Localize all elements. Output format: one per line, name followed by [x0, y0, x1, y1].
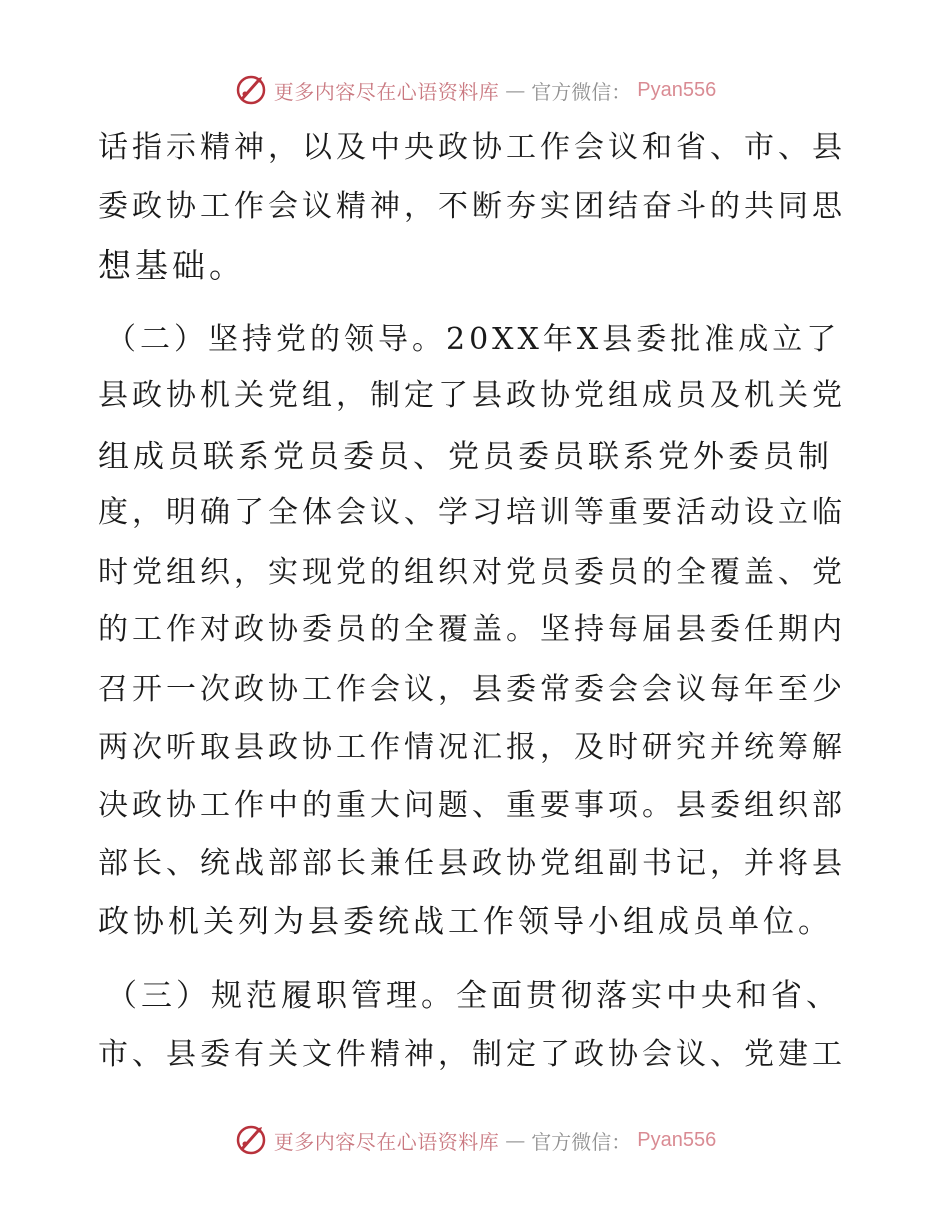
header-separator: — — [505, 78, 526, 102]
footer-main-text: 更多内容尽在心语资料库 — [273, 1129, 500, 1154]
text-line: 政协机关列为县委统战工作领导小组成员单位。 — [98, 904, 833, 940]
footer-sub-text: 官方微信： — [531, 1129, 632, 1154]
text-line: 的工作对政协委员的全覆盖。坚持每届县委任期内 — [98, 612, 846, 647]
text-line: 时党组织，实现党的组织对党员委员的全覆盖、党 — [98, 555, 846, 590]
footer-watermark — [0, 1120, 950, 1160]
logo-icon — [234, 1123, 268, 1157]
text-line: 话指示精神，以及中央政协工作会议和省、市、县 — [98, 130, 846, 165]
header-sub-text: 官方微信： — [531, 79, 632, 104]
text-line: 决政协工作中的重大问题、重要事项。县委组织部 — [98, 788, 846, 823]
text-line: 度，明确了全体会议、学习培训等重要活动设立临 — [98, 495, 846, 530]
logo-icon — [234, 73, 268, 107]
footer-separator: — — [505, 1128, 526, 1152]
text-line: 组成员联系党员委员、党员委员联系党外委员制 — [98, 439, 833, 475]
text-line: 想基础。 — [98, 246, 246, 285]
text-line: 市、县委有关文件精神，制定了政协会议、党建工 — [98, 1037, 846, 1072]
section-heading-line: （二）坚持党的领导。20XX年X县委批准成立了 — [106, 322, 841, 357]
text-line: 两次听取县政协工作情况汇报，及时研究并统筹解 — [98, 730, 846, 765]
header-main-text: 更多内容尽在心语资料库 — [273, 79, 500, 104]
footer-wechat-id: Pyan556 — [637, 1128, 717, 1151]
text-line: 召开一次政协工作会议，县委常委会会议每年至少 — [98, 672, 846, 707]
header-watermark — [0, 70, 950, 110]
section-heading-line: （三）规范履职管理。全面贯彻落实中央和省、 — [106, 978, 841, 1014]
text-line: 委政协工作会议精神，不断夯实团结奋斗的共同思 — [98, 189, 846, 224]
header-wechat-id: Pyan556 — [637, 78, 717, 101]
text-line: 部长、统战部部长兼任县政协党组副书记，并将县 — [98, 846, 846, 881]
text-line: 县政协机关党组，制定了县政协党组成员及机关党 — [98, 378, 846, 413]
